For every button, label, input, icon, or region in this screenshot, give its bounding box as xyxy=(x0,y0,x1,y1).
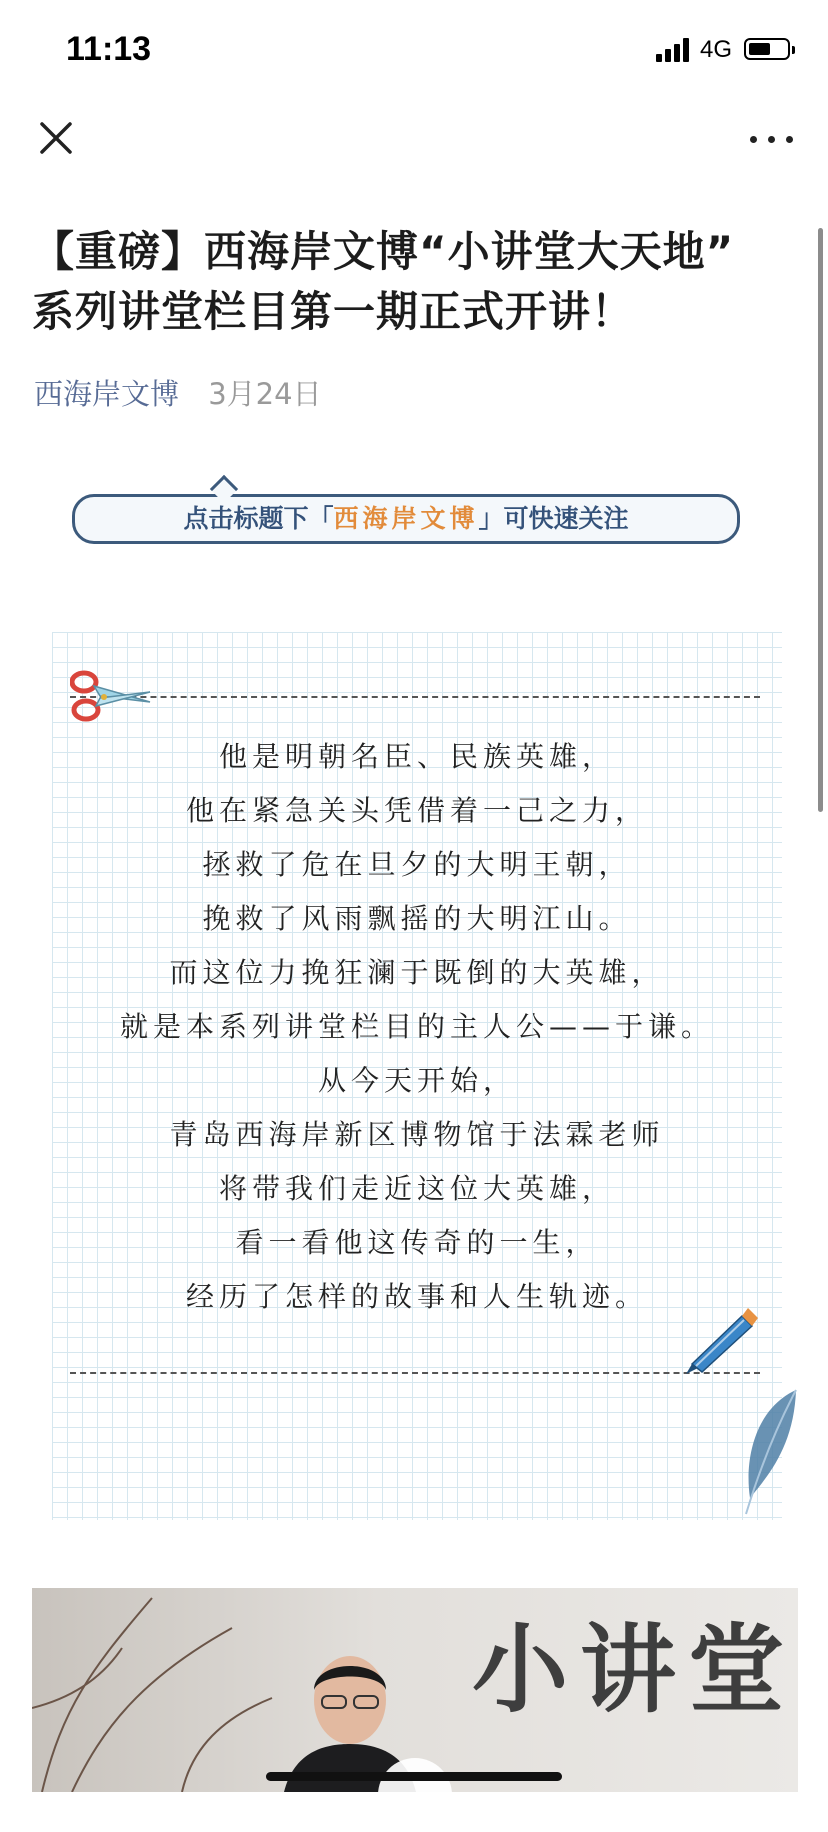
poem-line: 他是明朝名臣、民族英雄， xyxy=(218,740,615,773)
poem-line: 看一看他这传奇的一生， xyxy=(235,1226,599,1259)
signal-icon xyxy=(656,38,692,62)
dashed-divider-bottom xyxy=(70,1372,760,1374)
poem-line: 挽救了风雨飘摇的大明江山。 xyxy=(202,902,632,935)
dashed-divider-top xyxy=(70,696,760,698)
branches-decoration xyxy=(32,1588,292,1792)
follow-banner[interactable] xyxy=(72,494,740,544)
follow-suffix: 」可快速关注 xyxy=(478,504,629,533)
article-meta xyxy=(34,372,322,413)
article-title-line2: 系列讲堂栏目第一期正式开讲！ xyxy=(32,287,635,336)
publish-date: 3月24日 xyxy=(208,377,322,411)
poem-line: 从今天开始， xyxy=(317,1064,516,1097)
network-type: 4G xyxy=(700,36,733,63)
follow-highlight: 西海岸文博 xyxy=(333,504,479,533)
poem-line: 青岛西海岸新区博物馆于法霖老师 xyxy=(169,1118,665,1151)
home-indicator xyxy=(266,1772,562,1781)
close-icon[interactable] xyxy=(36,118,76,158)
poem-line: 经历了怎样的故事和人生轨迹。 xyxy=(185,1280,648,1313)
scrollbar[interactable] xyxy=(818,228,823,812)
feather-icon xyxy=(736,1388,806,1518)
follow-prefix: 点击标题下「 xyxy=(183,504,334,533)
poem-line: 拯救了危在旦夕的大明王朝， xyxy=(202,848,632,881)
more-dots-icon[interactable] xyxy=(748,128,796,152)
article-title xyxy=(32,222,802,342)
video-overlay-text: 小讲堂 xyxy=(472,1613,796,1726)
poem-line: 将带我们走近这位大英雄， xyxy=(218,1172,615,1205)
poem-line: 他在紧急关头凭借着一己之力， xyxy=(185,794,648,827)
article-title-line1: 【重磅】西海岸文博“小讲堂大天地” xyxy=(32,227,735,276)
scissors-icon xyxy=(70,668,154,722)
poem-line: 而这位力挽狂澜于既倒的大英雄， xyxy=(169,956,665,989)
battery-icon xyxy=(744,38,790,60)
poem-line: 就是本系列讲堂栏目的主人公——于谦。 xyxy=(119,1010,714,1043)
status-time: 11:13 xyxy=(66,30,152,68)
poem-text xyxy=(52,730,782,1324)
play-icon[interactable] xyxy=(378,1758,452,1832)
account-name-link[interactable]: 西海岸文博 xyxy=(34,377,180,411)
status-bar xyxy=(0,0,828,100)
